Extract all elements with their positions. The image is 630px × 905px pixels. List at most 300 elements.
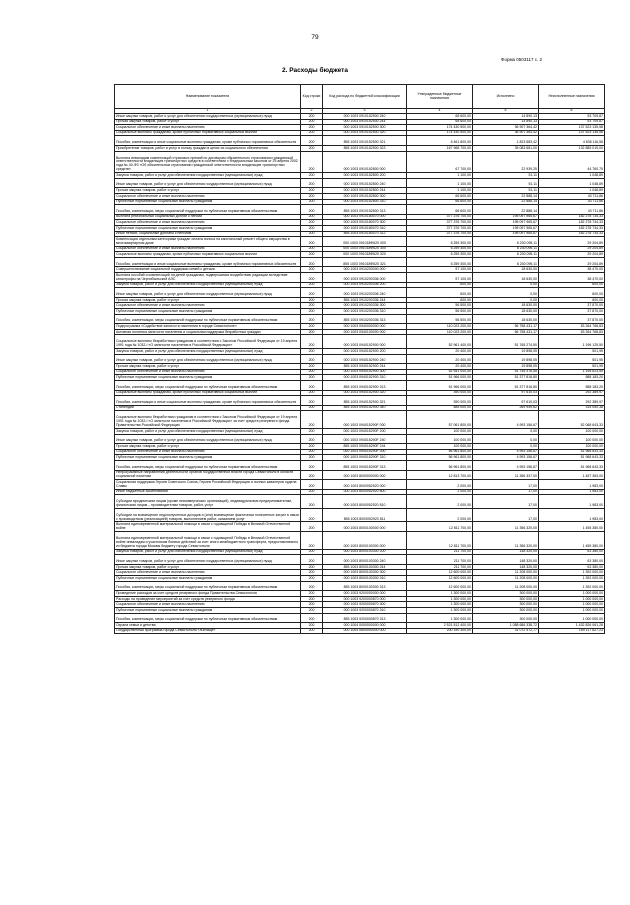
unexecuted-amount-cell: 37 870,00	[539, 309, 605, 315]
table-row	[115, 314, 605, 324]
unexecuted-amount-cell: 600,00	[539, 282, 605, 288]
line-code-cell: 200	[301, 349, 323, 355]
unexecuted-amount-cell: 1 432 826 061,28	[539, 623, 605, 629]
indicator-name-cell: Пособия, компенсации и иные социальные выплаты гражданам, кроме публичных нормативных обязательств	[115, 257, 301, 267]
line-code-cell: 200	[301, 309, 323, 315]
line-code-cell: 200	[301, 364, 323, 370]
indicator-name-cell: Иные закупки товаров, работ и услуг для обеспечения государственных (муниципальных) нужд	[115, 354, 301, 364]
table-row	[115, 257, 605, 267]
unexecuted-amount-cell: 1 392 000,00	[539, 581, 605, 591]
line-code-cell: 200	[301, 375, 323, 381]
executed-amount-cell: 11 356 337,00	[473, 470, 539, 480]
line-code-cell: 200	[301, 205, 323, 215]
unexecuted-amount-cell: 29 204,89	[539, 252, 605, 258]
unexecuted-amount-cell: 37 870,00	[539, 314, 605, 324]
indicator-name-cell: Социальное обеспечение и иные выплаты населению	[115, 125, 301, 131]
executed-amount-cell: 17,00	[473, 508, 539, 522]
line-code-cell: 200	[301, 532, 323, 550]
executed-amount-cell: 0,00	[473, 444, 539, 450]
executed-amount-cell: 14 890,13	[473, 114, 539, 120]
unexecuted-amount-cell: 52 068 643,33	[539, 411, 605, 429]
table-row	[115, 380, 605, 390]
indicator-name-cell: Субсидии юридическим лицам (кроме некоммерческих организаций), индивидуальным предпринимателям, физическим лицам – производителям товаров, работ, услуг	[115, 495, 301, 509]
expense-code-cell: 855 1003 0940152900 340	[323, 405, 407, 411]
approved-amount-cell: 66 600,00	[407, 193, 473, 199]
line-code-cell: 200	[301, 288, 323, 298]
expense-code-cell: 000 1003 0910200000 000	[323, 267, 407, 273]
line-code-cell: 200	[301, 335, 323, 349]
unexecuted-amount-cell: 1 000 000,00	[539, 591, 605, 597]
unexecuted-amount-cell: 1 983,00	[539, 480, 605, 490]
executed-amount-cell: 51,11	[473, 178, 539, 188]
expense-code-cell: 855 1003 094015290F 313	[323, 460, 407, 470]
indicator-name-cell: Закупка товаров, работ и услуг для обеспечения государственных (муниципальных) нужд	[115, 549, 301, 555]
table-row	[115, 273, 605, 283]
expense-code-cell: 000 1003 8000052520 800	[323, 489, 407, 495]
unexecuted-amount-cell: 1 455 380,00	[539, 522, 605, 532]
approved-amount-cell: 211 700,00	[407, 555, 473, 565]
expense-code-cell: 000 1003 0940000000 000	[323, 324, 407, 330]
indicator-name-cell: Стипендии	[115, 405, 301, 411]
executed-amount-cell: 0,00	[473, 288, 539, 298]
executed-amount-cell: 56 758 431,17	[473, 324, 539, 330]
expense-code-cell: 000 1003 0910152500 244	[323, 119, 407, 125]
line-code-cell: 200	[301, 369, 323, 375]
indicator-name-cell: Социальные выплаты безработным гражданам в соответствии с Законом Российской Федерации от 19 апреля 1991 года № 1032-I «О занятости населения в Российской Федерации»	[115, 335, 301, 349]
expense-code-cell: 000 1003 0940152900 200	[323, 349, 407, 355]
line-code-cell: 200	[301, 470, 323, 480]
line-code-cell: 200	[301, 576, 323, 582]
expense-code-cell: 000 1003 094015290F 000	[323, 411, 407, 429]
expense-code-cell: 855 1003 0910152500 321	[323, 136, 407, 146]
unexecuted-amount-cell: 53 709,87	[539, 114, 605, 120]
approved-amount-cell: 6 259 300,00	[407, 237, 473, 247]
expense-code-cell: 000 1003 0940152900 000	[323, 335, 407, 349]
approved-amount-cell: 56 961 800,00	[407, 460, 473, 470]
line-code-cell: 200	[301, 145, 323, 151]
unexecuted-amount-cell: 43 711,86	[539, 205, 605, 215]
executed-amount-cell: 300 000,00	[473, 608, 539, 614]
expense-code-cell: 000 1004 0000000000 000	[323, 623, 407, 629]
expense-code-cell: 000 1003 9200000870 310	[323, 608, 407, 614]
unexecuted-amount-cell: 51 968 643,33	[539, 455, 605, 461]
table-row	[115, 613, 605, 623]
approved-amount-cell: 2 000,00	[407, 508, 473, 522]
table-row	[115, 428, 605, 434]
table-row	[115, 576, 605, 582]
executed-amount-cell: 0,00	[473, 428, 539, 434]
expense-code-cell: 855 1003 0910152500 323	[323, 145, 407, 151]
executed-amount-cell: 1 088 686 338,72	[473, 623, 539, 629]
table-row	[115, 628, 605, 634]
indicator-name-cell: Государственная программа города Севастополя «Жилище»	[115, 628, 301, 634]
expense-code-cell: 000 1003 8000100300 000	[323, 532, 407, 550]
executed-amount-cell: 0,00	[473, 297, 539, 303]
indicator-name-cell: Проведение расходов за счет средств резервного фонда Правительства Севастополя	[115, 591, 301, 597]
expense-code-cell: 000 1003 0940152900 300	[323, 369, 407, 375]
executed-amount-cell: 11 356 320,00	[473, 532, 539, 550]
executed-amount-cell: 18 630,00	[473, 303, 539, 309]
approved-amount-cell: 377 376 700,00	[407, 231, 473, 237]
expense-code-cell: 000 1003 0910152500 320	[323, 130, 407, 136]
table-row	[115, 460, 605, 470]
unexecuted-amount-cell: 292 389,97	[539, 396, 605, 406]
expense-code-cell: 855 1003 094015290F 244	[323, 444, 407, 450]
unexecuted-amount-cell: 43 711,86	[539, 199, 605, 205]
executed-amount-cell: 36 907 364,42	[473, 130, 539, 136]
line-code-cell: 200	[301, 460, 323, 470]
table-row	[115, 591, 605, 597]
approved-amount-cell: 1 300 000,00	[407, 613, 473, 623]
line-code-cell: 200	[301, 188, 323, 194]
executed-amount-cell: 11 208 000,00	[473, 581, 539, 591]
indicator-name-cell: Иные закупки товаров, работ и услуг для обеспечения государственных (муниципальных) нужд	[115, 555, 301, 565]
approved-amount-cell: 6 259 300,00	[407, 257, 473, 267]
indicator-name-cell: Пособия, компенсации, меры социальной поддержки по публичным нормативным обязательствам	[115, 380, 301, 390]
expense-code-cell: 000 1003 0910180070 300	[323, 220, 407, 226]
approved-amount-cell: 56 500,00	[407, 303, 473, 309]
approved-amount-cell: 68 600,00	[407, 119, 473, 125]
line-code-cell: 200	[301, 324, 323, 330]
table-row	[115, 173, 605, 179]
line-code-cell: 200	[301, 178, 323, 188]
line-code-cell: 200	[301, 434, 323, 444]
line-code-cell: 200	[301, 428, 323, 434]
table-row	[115, 309, 605, 315]
table-row	[115, 596, 605, 602]
unexecuted-amount-cell: 600,00	[539, 297, 605, 303]
approved-amount-cell: 2 000,00	[407, 480, 473, 490]
indicator-name-cell: Субсидии на возмещение недополученных доходов и (или) возмещение фактически понесенных затрат в связи с производством (реализацией) товаров, выполнением работ, оказанием услуг	[115, 508, 301, 522]
indicator-name-cell: Социальные выплаты безработным гражданам в соответствии с Законом Российской Федерации от 19 апреля 1991 года № 1032-I «О занятости населения в Российской Федерации» за счет средств резервного фонда Правительства Российской Федерации	[115, 411, 301, 429]
line-code-cell: 200	[301, 136, 323, 146]
table-row	[115, 495, 605, 509]
approved-amount-cell: 67 700,00	[407, 151, 473, 173]
indicator-name-cell: Прочая закупка товаров, работ и услуг	[115, 188, 301, 194]
unexecuted-amount-cell: 1 000 000,00	[539, 613, 605, 623]
executed-amount-cell: 17,00	[473, 495, 539, 509]
approved-amount-cell: 20 400,00	[407, 349, 473, 355]
executed-amount-cell: 18 630,00	[473, 314, 539, 324]
header-approved: Утвержденные бюджетные назначения	[407, 85, 473, 109]
indicator-name-cell: Социальные выплаты гражданам, кроме публичных нормативных социальных выплат	[115, 130, 301, 136]
executed-amount-cell: 31 072 472,77	[473, 628, 539, 634]
approved-amount-cell: 51 966 000,00	[407, 380, 473, 390]
unexecuted-amount-cell: 315 050,38	[539, 405, 605, 411]
line-code-cell: 200	[301, 405, 323, 411]
indicator-name-cell: Прочая закупка товаров, работ и услуг	[115, 364, 301, 370]
expense-code-cell: 000 1003 9200000870 300	[323, 602, 407, 608]
indicator-name-cell: Публичные нормативные социальные выплаты гражданам	[115, 576, 301, 582]
expense-code-cell: 000 1003 0910152800 310	[323, 199, 407, 205]
table-row	[115, 205, 605, 215]
expense-code-cell: 000 1003 8000100300 310	[323, 576, 407, 582]
line-code-cell: 200	[301, 114, 323, 120]
table-row	[115, 532, 605, 550]
executed-amount-cell: 300 000,00	[473, 591, 539, 597]
line-code-cell: 200	[301, 495, 323, 509]
indicator-name-cell: Социальное обеспечение и иные выплаты населению	[115, 303, 301, 309]
unexecuted-amount-cell: 501,95	[539, 364, 605, 370]
unexecuted-amount-cell: 1 392 000,00	[539, 570, 605, 576]
table-row	[115, 145, 605, 151]
executed-amount-cell: 195 097 965,67	[473, 220, 539, 226]
line-code-cell: 200	[301, 193, 323, 199]
approved-amount-cell: 57 100,00	[407, 267, 473, 273]
expense-code-cell: 855 1003 0910152800 313	[323, 205, 407, 215]
executed-amount-cell: 22 888,14	[473, 205, 539, 215]
unexecuted-amount-cell: 501,95	[539, 349, 605, 355]
executed-amount-cell: 18 630,00	[473, 273, 539, 283]
expense-code-cell: 000 1003 0910152800 244	[323, 188, 407, 194]
table-row	[115, 231, 605, 237]
approved-amount-cell: 377 376 700,00	[407, 220, 473, 226]
indicator-name-cell: Пособия, компенсации, меры социальной поддержки по публичным нормативным обязательствам	[115, 205, 301, 215]
expense-code-cell: 000 1003 8000052520 000	[323, 480, 407, 490]
expense-code-cell: 000 1003 0910200336 310	[323, 309, 407, 315]
unexecuted-amount-cell: 137 523 135,58	[539, 125, 605, 131]
table-row	[115, 252, 605, 258]
expense-code-cell: 855 1003 8000100300 313	[323, 581, 407, 591]
approved-amount-cell: 200 190 300,00	[407, 628, 473, 634]
table-row	[115, 449, 605, 455]
unexecuted-amount-cell: 1 455 380,00	[539, 532, 605, 550]
form-label: Форма 0503117 с. 2	[501, 57, 542, 62]
table-row	[115, 193, 605, 199]
line-code-cell: 200	[301, 411, 323, 429]
line-code-cell: 200	[301, 354, 323, 364]
line-code-cell: 200	[301, 480, 323, 490]
unexecuted-amount-cell: 100 000,00	[539, 434, 605, 444]
unexecuted-amount-cell: 600,00	[539, 288, 605, 298]
approved-amount-cell: 100 000,00	[407, 434, 473, 444]
approved-amount-cell: 12 600 000,00	[407, 576, 473, 582]
line-code-cell: 200	[301, 591, 323, 597]
expense-code-cell: 000 1003 094015290F 300	[323, 449, 407, 455]
line-code-cell: 200	[301, 602, 323, 608]
executed-amount-cell: 195 097 965,67	[473, 231, 539, 237]
header-unexecuted: Неисполненные назначения	[539, 85, 605, 109]
indicator-name-cell: Выплата единовременной материальной помощи в связи с годовщиной Победы в Великой Отечественной войне инвалидам и участникам боевых действий за счет иного межбюджетного трансферта, предоставляемого из бюджета города Москвы бюджету города Севастополя	[115, 532, 301, 550]
indicator-name-cell: Закупка товаров, работ и услуг для обеспечения государственных (муниципальных) нужд	[115, 173, 301, 179]
table-row	[115, 303, 605, 309]
unexecuted-amount-cell: 51 968 643,33	[539, 449, 605, 455]
approved-amount-cell: 6 259 300,00	[407, 246, 473, 252]
unexecuted-amount-cell: 1 048,89	[539, 173, 605, 179]
expense-code-cell: 855 1003 0910200336 313	[323, 314, 407, 324]
approved-amount-cell: 1 100,00	[407, 178, 473, 188]
executed-amount-cell: 11 356 320,00	[473, 522, 539, 532]
table-row	[115, 125, 605, 131]
approved-amount-cell: 390 000,00	[407, 390, 473, 396]
executed-amount-cell: 17,00	[473, 480, 539, 490]
approved-amount-cell: 52 941 000,00	[407, 369, 473, 375]
expense-code-cell: 000 1003 8000100000 000	[323, 522, 407, 532]
executed-amount-cell: 148 320,00	[473, 549, 539, 555]
line-code-cell: 200	[301, 390, 323, 396]
executed-amount-cell: 6 230 095,11	[473, 246, 539, 252]
table-row	[115, 282, 605, 288]
approved-amount-cell: 600,00	[407, 297, 473, 303]
table-row	[115, 470, 605, 480]
header-line-code: Код строки	[301, 85, 323, 109]
line-code-cell: 200	[301, 297, 323, 303]
approved-amount-cell: 1 300 000,00	[407, 591, 473, 597]
expense-code-cell: 000 1003 0910200336 200	[323, 282, 407, 288]
indicator-name-cell: Иные закупки товаров, работ и услуг для обеспечения государственных (муниципальных) нужд	[115, 178, 301, 188]
expense-code-cell: 000 1003 8000052520 810	[323, 495, 407, 509]
expense-code-cell: 000 1003 9200000870 000	[323, 596, 407, 602]
table-row	[115, 411, 605, 429]
approved-amount-cell: 20 400,00	[407, 354, 473, 364]
expense-code-cell: 000 1003 0910152800 200	[323, 173, 407, 179]
line-code-cell: 200	[301, 303, 323, 309]
approved-amount-cell: 66 600,00	[407, 199, 473, 205]
executed-amount-cell: 51 377 816,80	[473, 380, 539, 390]
table-row	[115, 396, 605, 406]
executed-amount-cell: 17,00	[473, 489, 539, 495]
approved-amount-cell: 1 100,00	[407, 188, 473, 194]
table-row	[115, 136, 605, 146]
approved-amount-cell: 57 100,00	[407, 273, 473, 283]
column-number: 4	[407, 109, 473, 114]
unexecuted-amount-cell: 182 278 734,33	[539, 214, 605, 220]
approved-amount-cell: 2 000,00	[407, 489, 473, 495]
table-row	[115, 225, 605, 231]
unexecuted-amount-cell: 1 195 623,55	[539, 369, 605, 375]
executed-amount-cell: 11 208 000,00	[473, 576, 539, 582]
indicator-name-cell: Прочая закупка товаров, работ и услуг	[115, 564, 301, 570]
indicator-name-cell: Социальное обеспечение и иные выплаты населению	[115, 570, 301, 576]
approved-amount-cell: 12 600 000,00	[407, 570, 473, 576]
executed-amount-cell: 300 000,00	[473, 596, 539, 602]
page-title: 2. Расходы бюджета	[282, 67, 348, 74]
executed-amount-cell: 51 377 816,80	[473, 375, 539, 381]
approved-amount-cell: 56 500,00	[407, 314, 473, 324]
expense-code-cell: 855 1003 0940152900 244	[323, 364, 407, 370]
table-row	[115, 349, 605, 355]
indicator-name-cell: Активная политика занятости населения и социальная поддержка безработных граждан	[115, 329, 301, 335]
indicator-name-cell: Социальное обеспечение и иные выплаты населению	[115, 220, 301, 226]
line-code-cell: 200	[301, 267, 323, 273]
approved-amount-cell: 110 023 200,00	[407, 324, 473, 330]
table-row	[115, 455, 605, 461]
executed-amount-cell: 300 000,00	[473, 602, 539, 608]
expense-code-cell: 000 1003 0910200336 000	[323, 273, 407, 283]
unexecuted-amount-cell: 63 380,00	[539, 555, 605, 565]
indicator-name-cell: Подпрограмма «Содействие занятости населения в городе Севастополе»	[115, 324, 301, 330]
table-row	[115, 522, 605, 532]
executed-amount-cell: 22 888,14	[473, 199, 539, 205]
expense-code-cell: 000 1003 0910152800 000	[323, 151, 407, 173]
table-row	[115, 434, 605, 444]
unexecuted-amount-cell: 588 183,20	[539, 375, 605, 381]
line-code-cell: 200	[301, 246, 323, 252]
indicator-name-cell: Прочая закупка товаров, работ и услуг	[115, 297, 301, 303]
line-code-cell: 200	[301, 628, 323, 634]
line-code-cell: 200	[301, 214, 323, 220]
unexecuted-amount-cell: 100 000,00	[539, 444, 605, 450]
expense-code-cell: 000 1003 0910152500 300	[323, 125, 407, 131]
column-number: 6	[539, 109, 605, 114]
indicator-name-cell: Иные закупки товаров, работ и услуг для обеспечения государственных (муниципальных) нужд	[115, 288, 301, 298]
expense-code-cell: 000 1003 0940100000 000	[323, 329, 407, 335]
indicator-name-cell: Непрограммные направления деятельности органов государственной власти города Севастополя в области социальной политики	[115, 470, 301, 480]
expense-code-cell: 000 1003 0940152900 240	[323, 354, 407, 364]
expense-code-cell: 000 1003 094015290F 240	[323, 434, 407, 444]
indicator-name-cell: Иные закупки товаров, работ и услуг для обеспечения государственных (муниципальных) нужд	[115, 114, 301, 120]
table-row	[115, 375, 605, 381]
approved-amount-cell: 390 000,00	[407, 396, 473, 406]
unexecuted-amount-cell: 44 760,75	[539, 151, 605, 173]
table-row	[115, 246, 605, 252]
executed-amount-cell: 6 230 095,11	[473, 237, 539, 247]
approved-amount-cell: 211 700,00	[407, 564, 473, 570]
approved-amount-cell: 57 061 800,00	[407, 411, 473, 429]
indicator-name-cell: Выплата единовременной материальной помощи в связи с годовщиной Победы в Великой Отечественной войне	[115, 522, 301, 532]
indicator-name-cell: Пособия, компенсации, меры социальной поддержки по публичным нормативным обязательствам	[115, 460, 301, 470]
line-code-cell: 200	[301, 564, 323, 570]
indicator-name-cell: Социальное обеспечение и иные выплаты населению	[115, 449, 301, 455]
column-number: 5	[473, 109, 539, 114]
unexecuted-amount-cell: 182 278 734,33	[539, 220, 605, 226]
executed-amount-cell: 22 939,25	[473, 151, 539, 173]
line-code-cell: 200	[301, 252, 323, 258]
line-code-cell: 200	[301, 581, 323, 591]
executed-amount-cell: 0,00	[473, 282, 539, 288]
unexecuted-amount-cell: 1 983,00	[539, 508, 605, 522]
executed-amount-cell: 19 898,05	[473, 364, 539, 370]
table-row	[115, 369, 605, 375]
table-row	[115, 354, 605, 364]
line-code-cell: 200	[301, 225, 323, 231]
approved-amount-cell: 1 300 000,00	[407, 596, 473, 602]
expense-code-cell: 000 1003 0910200336 240	[323, 288, 407, 298]
indicator-name-cell: Прочая закупка товаров, работ и услуг	[115, 119, 301, 125]
expense-code-cell: 855 1003 8000100300 244	[323, 564, 407, 570]
table-row	[115, 130, 605, 136]
executed-amount-cell: 56 758 431,17	[473, 329, 539, 335]
unexecuted-amount-cell: 1 457 363,00	[539, 470, 605, 480]
line-code-cell: 200	[301, 329, 323, 335]
executed-amount-cell: 4 993 156,67	[473, 411, 539, 429]
indicator-name-cell: Публичные нормативные социальные выплаты гражданам	[115, 455, 301, 461]
unexecuted-amount-cell: 100 000,00	[539, 428, 605, 434]
executed-amount-cell: 195 097 965,67	[473, 214, 539, 220]
indicator-name-cell: Публичные нормативные социальные выплаты гражданам	[115, 309, 301, 315]
approved-amount-cell: 2 521 512 400,00	[407, 623, 473, 629]
table-row	[115, 390, 605, 396]
line-code-cell: 200	[301, 522, 323, 532]
expense-code-cell: 000 1003 0940152900 320	[323, 390, 407, 396]
executed-amount-cell: 269 949,62	[473, 405, 539, 411]
executed-amount-cell: 6 230 095,11	[473, 257, 539, 267]
executed-amount-cell: 19 898,05	[473, 354, 539, 364]
indicator-name-cell: Социальное обеспечение и иные выплаты населению	[115, 602, 301, 608]
table-row	[115, 608, 605, 614]
table-row	[115, 549, 605, 555]
executed-amount-cell: 148 320,00	[473, 555, 539, 565]
line-code-cell: 200	[301, 151, 323, 173]
executed-amount-cell: 51 765 274,50	[473, 335, 539, 349]
indicator-name-cell: Расходы на проведение мероприятий за счет средств резервного фонда	[115, 596, 301, 602]
executed-amount-cell: 4 993 156,67	[473, 460, 539, 470]
approved-amount-cell: 1 100,00	[407, 173, 473, 179]
approved-amount-cell: 52 961 400,00	[407, 335, 473, 349]
executed-amount-cell: 51,11	[473, 188, 539, 194]
approved-amount-cell: 377 376 700,00	[407, 225, 473, 231]
indicator-name-cell: Иные закупки товаров, работ и услуг для обеспечения государственных (муниципальных) нужд	[115, 434, 301, 444]
